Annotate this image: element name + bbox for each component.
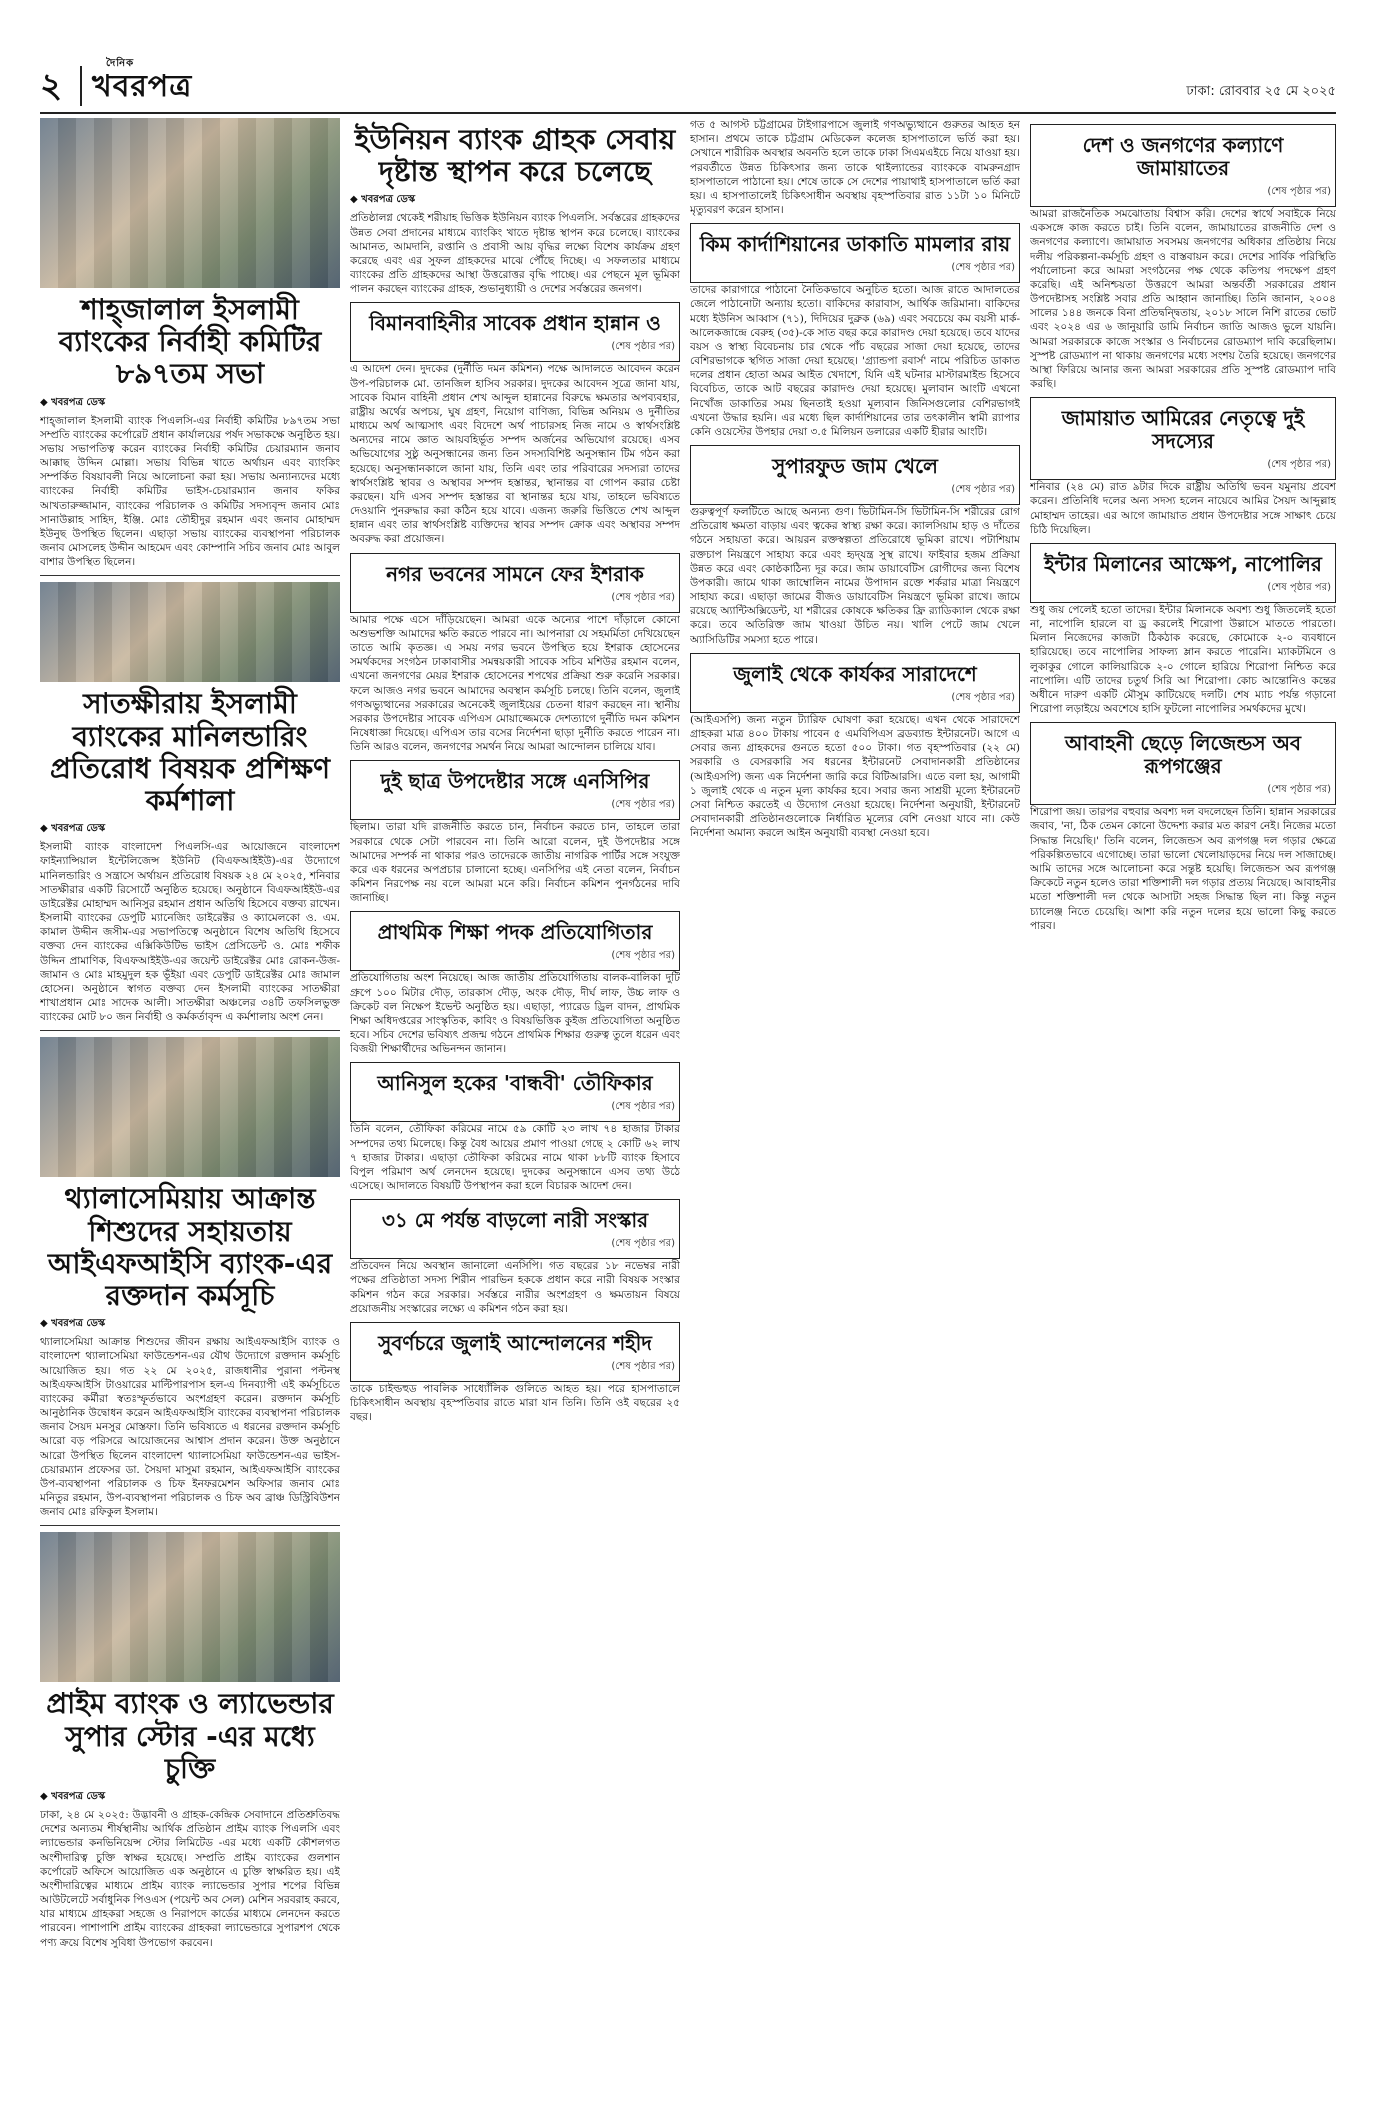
- issue-date: ঢাকা: রোববার ২৫ মে ২০২৫: [1186, 84, 1336, 99]
- desk-credit: ◆ খবরপত্র ডেস্ক: [350, 194, 416, 206]
- headline: প্রাথমিক শিক্ষা পদক প্রতিযোগিতার: [377, 920, 653, 945]
- column-3: [690, 118, 1020, 2095]
- column-4: [1030, 118, 1336, 2095]
- article-body: ইসলামী ব্যাংক বাংলাদেশ পিএলসি-এর আয়োজনে বাংলাদেশ ফাইন্যান্সিয়াল ইন্টেলিজেন্স ইউনিট (বিএফআইইউ)-এর উদ্যোগে মানিলন্ডারিং ও সন্ত্রাসে অর্থায়ন প্রতিরোধ বিষয়ক ২৪ মে ২০২৫, শনিবার সাতক্ষীরার একটি রিসোর্টে অনুষ্ঠিত হয়েছে। অনুষ্ঠানে বিএফআইইউ-এর ডাইরেক্টর মোহাম্মদ আনিসুর রহমান প্রধান অতিথি হিসেবে বক্তব্য রাখেন। ইসলামী ব্যাংকের ডেপুটি ম্যানেজিং ডাইরেক্টর ও ক্যামেলকো ও. এম. কামাল উদ্দীন জসীম-এর সভাপতিত্বে অনুষ্ঠানে বিশেষ অতিথি হিসেবে বক্তব্য দেন ব্যাংকের এক্সিকিউটিভ ভাইস প্রেসিডেন্ট ও. মোঃ শফীক উদ্দিন প্রামাণিক, বিএফআইইউ-এর জয়েন্ট ডাইরেক্টর মোঃ রোকন-উজ-জামান ও মোঃ মাহমুদুল হক ভূঁইয়া এবং ডেপুটি ডাইরেক্টর মোঃ জামাল হোসেন। অনুষ্ঠানে স্বাগত বক্তব্য দেন ইসলামী ব্যাংকের সাতক্ষীরা শাখাপ্রধান মোঃ সাদেক আলী। সাতক্ষীরা অঞ্চলের ৩৪টি তফসিলভুক্ত ব্যাংকের মোট ৮০ জন নির্বাহী ও কর্মকর্তাবৃন্দ এ কর্মশালায় অংশ নেন।: [40, 841, 340, 1024]
- continuation-note: (শেষ পৃষ্ঠার পর): [951, 691, 1015, 703]
- meeting-photo: [40, 118, 340, 288]
- article-body: গত ৫ আগস্ট চট্টগ্রামের টাইগারপাসে জুলাই গণঅভ্যুত্থানে গুরুতর আহত হন হাসান। প্রথমে তাকে চট্টগ্রাম মেডিকেল কলেজ হাসপাতালে ভর্তি করা হয়। সেখানে শারীরিক অবস্থার অবনতি হলে তাকে ঢাকা সিএমএইচে নিয়ে যাওয়া হয়। পরবর্তীতে উন্নত চিকিৎসার জন্য তাকে থাইল্যান্ডের ব্যাংককে বামরুনগ্রাদ হাসপাতালে পাঠানো হয়। শেষে তাকে সে দেশের পায়াথাই হাসপাতালে ভর্তি করা হয়। এ হাসপাতালেই চিকিৎসাধীন অবস্থায় বৃহস্পতিবার রাত ১১টা ১০ মিনিটে মৃত্যুবরণ করেন হাসান।: [690, 119, 1020, 217]
- article-body: গুরুত্বপূর্ণ ফলটিতে আছে অন্যন্য গুণ। ভিটামিন-সি ভিটামিন-সি শরীরের রোগ প্রতিরোধ ক্ষমতা বাড়ায় এবং ত্বকের স্বাস্থ্য রক্ষা করে। ক্যালসিয়াম হাড় ও দাঁতের গঠনে সহায়তা করে। আয়রন রক্তস্বল্পতা প্রতিরোধে ভূমিকা রাখে। পটাশিয়াম রক্তচাপ নিয়ন্ত্রণে সাহায্য করে এবং হৃদ্‌যন্ত্র সুস্থ রাখে। ফাইবার হজম প্রক্রিয়া উন্নত করে এবং কোষ্ঠকাঠিন্য দূর করে। জাম ডায়াবেটিস রোগীদের জন্য বিশেষ উপকারী। জামে থাকা জাম্বোলিন নামের উপাদান রক্তে শর্করার মাত্রা নিয়ন্ত্রণে সাহায্য করে। এছাড়া জামের বীজও ডায়াবেটিস নিয়ন্ত্রণে ভূমিকা রাখে। জামে রয়েছে অ্যান্টিঅক্সিডেন্ট, যা শরীরের কোষকে ক্ষতিকর ফ্রি র‍্যাডিক্যাল থেকে রক্ষা করে। তবে অতিরিক্ত জাম খাওয়া উচিত নয়। খালি পেটে জাম খেলে অ্যাসিডিটির সমস্যা হতে পারে।: [690, 506, 1020, 646]
- article-body: তাদের কারাগারে পাঠানো নৈতিকভাবে অনুচিত হতো। আজ রাতে আদালতের জেলে পাঠানোটা অন্যায় হতো। বাকিদের কারাবাস, আর্থিক জরিমানা। বাকিদের মধ্যে ইউনিস আব্বাস (৭১), দিদিয়ের দুব্রুক (৬৯) এবং সবচেয়ে কম বয়সী মার্ক-আলেকজান্দ্রে বেরুহ (৩৫)-কে সাত বছর করে কারাদণ্ড দেয়া হয়েছে। তবে যাদের বয়স ও স্বাস্থ্য বিবেচনায় চার থেকে পাঁচ বছরের সাজা দেয়া হয়েছে, তাদের বেশিরভাগকে স্থগিত সাজা দেয়া হয়েছে। 'গ্র্যান্ডপা রবার্স' নামে পরিচিত ডাকাত দলের প্রধান হোতা অমর আইত খেদাশে, যিনি এই ঘটনার মাস্টারমাইন্ড হিসেবে বিবেচিত, তাকে আট বছরের কারাদণ্ড দেয়া হয়েছে। মুলাবান আংটি এখনো নিখোঁজ ডাকাতির সময় ছিনতাই হওয়া মূল্যবান জিনিসগুলোর বেশিরভাগই এখনো উদ্ধার হয়নি। এর মধ্যে ছিল কার্দাশিয়ানের তার তৎকালীন স্বামী র‍্যাপার কেনি ওয়েস্টের উপহার দেয়া ৩.৫ মিলিয়ন ডলারের একটি হীরার আংটি।: [690, 284, 1020, 438]
- article-body: শাহ্‌জালাল ইসলামী ব্যাংক পিএলসি-এর নির্বাহী কমিটির ৮৯৭তম সভা সম্প্রতি ব্যাংকের কর্পোরেট প্রধান কার্যালয়ের পর্ষদ সভাকক্ষে অনুষ্ঠিত হয়। সভায় সভাপতিত্ব করেন ব্যাংকের নির্বাহী কমিটির চেয়ারম্যান জনাব আক্কাছ উদ্দিন মোল্লা। সভায় বিভিন্ন খাতে অর্থায়ন এবং ব্যাংকিং সম্পর্কিত বিষয়াবলী নিয়ে আলোচনা করা হয়। সভায় অন্যান্যদের মধ্যে ব্যাংকের নির্বাহী কমিটির ভাইস-চেয়ারম্যান জনাব ফকির আখতারুজ্জামান, ব্যাংকের পরিচালক ও কমিটির সদস্যবৃন্দ জনাব মোঃ সানাউল্লাহ সাহিদ, ইঞ্জি. মোঃ তৌহীদুর রহমান এবং জনাব মোহাম্মদ ইউনুছ উপস্থিত ছিলেন। এছাড়া সভায় ব্যাংকের ব্যবস্থাপনা পরিচালক জনাব মোসলেহ উদ্দীন আহমেদ এবং কোম্পানি সচিব জনাব মোঃ আবুল বাশার উপস্থিত ছিলেন।: [40, 414, 340, 569]
- masthead: [40, 60, 1336, 114]
- headline: আনিসুল হকের 'বান্ধবী' তৌফিকার: [377, 1071, 653, 1096]
- headline: দেশ ও জনগণের কল্যাণে জামায়াতের: [1082, 133, 1284, 180]
- desk-credit: ◆ খবরপত্র ডেস্ক: [40, 823, 106, 835]
- article-body: এ আদেশ দেন। দুদকের (দুর্নীতি দমন কমিশন) পক্ষে আদালতে আবেদন করেন উপ-পরিচালক মো. তানজিল হাসিব সরকার। দুদকের আবেদন সূত্রে জানা যায়, সাবেক বিমান বাহিনী প্রধান শেখ আব্দুল হান্নানের বিরুদ্ধে ক্ষমতার অপব্যবহার, রাষ্ট্রীয় অর্থের অপচয়, ঘুষ গ্রহণ, নিয়োগ বাণিজ্য, বিভিন্ন অনিয়ম ও দুর্নীতির মাধ্যমে অর্থ আত্মসাৎ এবং বিদেশে অর্থ পাচারসহ নিজ নামে ও স্বার্থসংশ্লিষ্ট অন্যদের নামে জ্ঞাত আয়বহির্ভূত সম্পদ অর্জনের অভিযোগ রয়েছে। এসব অভিযোগের সুষ্ঠু অনুসন্ধানের জন্য তিন সদস্যবিশিষ্ট অনুসন্ধান টিম গঠন করা হয়েছে। অনুসন্ধানকালে জানা যায়, তিনি এবং তার পরিবারের সদস্যরা তাদের স্বার্থসংশ্লিষ্ট স্থাবর ও অস্থাবর সম্পদ হস্তান্তর, স্থানান্তর বা গোপন করার চেষ্টা করছেন। যদি এসব সম্পদ হস্তান্তর বা স্থানান্তর হয়ে যায়, তাহলে ভবিষ্যতে দেওয়ানি পুনরুদ্ধার করা কঠিন হয়ে যাবে। এজন্য জরুরি ভিত্তিতে শেখ আব্দুল হান্নান এবং তার স্বার্থসংশ্লিষ্ট ব্যক্তিদের স্থাবর সম্পদ ক্রোক এবং অস্থাবর সম্পদ অবরুদ্ধ করা প্রয়োজন।: [350, 363, 680, 546]
- headline: সাতক্ষীরায় ইসলামী ব্যাংকের মানিলন্ডারিং প্রতিরোধ বিষয়ক প্রশিক্ষণ কর্মশালা: [49, 687, 331, 818]
- headline: দুই ছাত্র উপদেষ্টার সঙ্গে এনসিপির: [380, 769, 650, 794]
- article-body: তিনি বলেন, তৌফিকা করিমের নামে ৫৯ কোটি ২৩ লাখ ৭৪ হাজার টাকার সম্পদের তথ্য মিলেছে। কিন্তু বৈধ আয়ের প্রমাণ পাওয়া গেছে ২ কোটি ৬২ লাখ ৭ হাজার টাকার। এছাড়া তৌফিকা করিমের নামে থাকা ৮৮টি ব্যাংক হিসাবে বিপুল পরিমাণ অর্থ লেনদেন হয়েছে। দুদকের অনুসন্ধানে এসব তথ্য উঠে এসেছে। আদালতে বিষয়টি উপস্থাপন করা হলে বিচারক আদেশ দেন।: [350, 1123, 680, 1193]
- headline: বিমানবাহিনীর সাবেক প্রধান হান্নান ও: [369, 311, 661, 336]
- logo-prefix: দৈনিক: [106, 58, 135, 69]
- headline: নগর ভবনের সামনে ফের ইশরাক: [386, 561, 644, 586]
- continuation-note: (শেষ পৃষ্ঠার পর): [1267, 784, 1331, 796]
- headline: ৩১ মে পর্যন্ত বাড়লো নারী সংস্কার: [381, 1208, 649, 1233]
- blood-donation-photo: [40, 1037, 340, 1177]
- masthead-divider: [80, 66, 82, 106]
- article-body: প্রতিযোগিতায় অংশ নিয়েছে। আজ জাতীয় প্রতিযোগিতায় বালক-বালিকা দুটি গ্রুপে ১০০ মিটার দৌড়, তারকাস দৌড়, অংক দৌড়, দীর্ঘ লাফ, উচ্চ লাফ ও ক্রিকেট বল নিক্ষেপ ইভেন্ট অনুষ্ঠিত হয়। এছাড়া, প্যারেড ড্রিল বাদন, প্রাথমিক শিক্ষা অধিদপ্তরের সাংস্কৃতিক, কাবিং ও বিষয়ভিত্তিক কুইজ প্রতিযোগিতা অনুষ্ঠিত হবে। সচিব দেশের ভবিষ্যৎ প্রজন্ম গঠনে প্রাথমিক শিক্ষার গুরুত্ব তুলে ধরেন এবং বিজয়ী শিক্ষার্থীদের অভিনন্দন জানান।: [350, 972, 680, 1056]
- headline: ইউনিয়ন ব্যাংক গ্রাহক সেবায় দৃষ্টান্ত স্থাপন করে চলেছে: [354, 123, 676, 189]
- article-body: শনিবার (২৪ মে) রাত ৯টার দিকে রাষ্ট্রীয় অতিথি ভবন যমুনায় প্রবেশ করেন। প্রতিনিধি দলের অন্য সদস্য হলেন নায়েবে আমির সৈয়দ আব্দুল্লাহ মোহাম্মদ তাহের। এর আগে জামায়াত প্রধান উপদেষ্টার সঙ্গে সাক্ষাৎ চেয়ে চিঠি দিয়েছিল।: [1030, 481, 1336, 536]
- article-body: শুধু জয় পেলেই হতো তাদের। ইন্টার মিলানকে অবশ্য শুধু জিতলেই হতো না, নাপোলি হারলে বা ড্র করলেই শিরোপা উল্লাসে মাততে পারতো। মিলান নিজেদের কাজটা ঠিকঠাক করেছে, কোমোকে ২-০ ব্যবধানে হারিয়েছে। তবে নাপোলির সাফল্য ম্লান করতে পারেনি। ম্যাকটমিনে ও লুকাকুর গোলে কালিয়ারিকে ২-০ গোলে হারিয়ে শিরোপা নিশ্চিত করে নাপোলি। এটি তাদের চতুর্থ সিরি আ শিরোপা। কোচ আন্তোনিও কন্তের অধীনে দারুণ একটি মৌসুম কাটিয়েছে দলটি। শেষ ম্যাচ পর্যন্ত গড়ানো শিরোপা লড়াইয়ে অবশেষে হাসি ফুটলো নাপোলির সমর্থকদের মুখে।: [1030, 603, 1336, 716]
- desk-credit: ◆ খবরপত্র ডেস্ক: [40, 1790, 106, 1802]
- divider: [40, 1525, 340, 1526]
- continuation-note: (শেষ পৃষ্ঠার পর): [611, 1360, 675, 1372]
- headline: জুলাই থেকে কার্যকর সারাদেশে: [733, 661, 977, 686]
- article-body: (আইএসপি) জন্য নতুন ট্যারিফ ঘোষণা করা হয়েছে। এখন থেকে সারাদেশে গ্রাহকরা মাত্র ৪০০ টাকায় পাবেন ৫ এমবিপিএস ব্রডব্যান্ড ইন্টারনেট। আগে এ সেবার জন্য গ্রাহকদের গুনতে হতো ৫০০ টাকা। গত বৃহস্পতিবার (২২ মে) সরকারি ও বেসরকারি সব ধরনের ইন্টারনেট সেবাদানকারী প্রতিষ্ঠানের (আইএসপি) জন্য এক নির্দেশনা জারি করে বিটিআরসি। এতে বলা হয়, আগামী ১ জুলাই থেকে এ নতুন মূল্য কার্যকর হবে। সবার জন্য সাশ্রয়ী মূল্যে ইন্টারনেট সেবা নিশ্চিত করতেই এ উদ্যোগ নেওয়া হয়েছে। নির্দেশনা অনুযায়ী, ইন্টারনেট সেবাদানকারী প্রতিষ্ঠানগুলোকে নির্ধারিত মূল্যের বেশি নেওয়া যাবে না। কেউ নির্দেশনা অমান্য করলে আইন অনুযায়ী ব্যবস্থা নেওয়া হবে।: [690, 713, 1020, 840]
- desk-credit: ◆ খবরপত্র ডেস্ক: [40, 1318, 106, 1330]
- divider: [40, 575, 340, 576]
- article-body: প্রতিবেদন নিয়ে অবস্থান জানালো এনসিপি। গত বছরের ১৮ নভেম্বর নারী পক্ষের প্রতিষ্ঠাতা সদস্য শিরীন পারভিন হককে প্রধান করে নারী বিষয়ক সংস্কার কমিশন গঠন করে সরকার। সর্বস্তরে নারীর অংশগ্রহণ ও ক্ষমতায়ন বিষয়ে প্রয়োজনীয় সংস্কারের লক্ষ্যে এ কমিশন গঠন করা হয়।: [350, 1260, 680, 1315]
- article-body: থ্যালাসেমিয়া আক্রান্ত শিশুদের জীবন রক্ষায় আইএফআইসি ব্যাংক ও বাংলাদেশ থ্যালাসেমিয়া ফাউন্ডেশন-এর যৌথ উদ্যোগে রক্তদান কর্মসূচি আয়োজিত হয়। গত ২২ মে ২০২৫, রাজধানীর পুরানা পল্টনস্থ আইএফআইসি টাওয়ারের মাল্টিপারপাস হল-এ দিনব্যাপী এই কর্মসূচিতে ব্যাংকের কর্মীরা স্বতঃস্ফূর্তভাবে অংশগ্রহণ করেন। রক্তদান কর্মসূচি আনুষ্ঠানিক উদ্বোধন করেন আইএফআইসি ব্যাংকের ব্যবস্থাপনা পরিচালক জনাব সৈয়দ মনসুর মোস্তফা। তিনি ভবিষ্যতে এ ধরনের রক্তদান কর্মসূচি আরো বড় পরিসরে আয়োজনের আশ্বাস প্রদান করেন। উক্ত অনুষ্ঠানে আরো উপস্থিত ছিলেন বাংলাদেশ থ্যালাসেমিয়া ফাউন্ডেশন-এর ভাইস-চেয়ারম্যান প্রফেসর ডা. সৈয়দা মাসুমা রহমান, আইএফআইসি ব্যাংকের উপ-ব্যবস্থাপনা পরিচালক ও চিফ ইনফরমেশন অফিসার জনাব মোঃ মনিতুর রহমান, উপ-ব্যবস্থাপনা পরিচালক ও চিফ অব ব্রাঞ্চ ডিস্ট্রিবিউশন জনাব মোঃ রফিকুল ইসলাম।: [40, 1336, 340, 1519]
- workshop-photo: [40, 582, 340, 682]
- article-body: ছিলাম। তারা যদি রাজনীতি করতে চান, নির্বাচন করতে চান, তাহলে তারা সরকারে থেকে সেটা পারবেন না। তিনি আরো বলেন, দুই উপদেষ্টার সঙ্গে আমাদের সম্পর্ক না থাকার পরও তাদেরকে জাতীয় নাগরিক পার্টির সঙ্গে সংযুক্ত করে এক ধরনের অপপ্রচার চালানো হচ্ছে। এনসিপির এই নেতা বলেন, নির্বাচন কমিশন নিরপেক্ষ নয় বলে আমরা মনে করি। নির্বাচন কমিশন পুনর্গঠনের দাবি জানাচ্ছি।: [350, 821, 680, 905]
- headline: শাহ্‌জালাল ইসলামী ব্যাংকের নির্বাহী কমিটির ৮৯৭তম সভা: [58, 293, 322, 391]
- continuation-note: (শেষ পৃষ্ঠার পর): [951, 484, 1015, 496]
- continuation-note: (শেষ পৃষ্ঠার পর): [1267, 186, 1331, 197]
- newspaper-logo: [92, 58, 193, 113]
- desk-credit: ◆ খবরপত্র ডেস্ক: [40, 396, 106, 408]
- continuation-note: (শেষ পৃষ্ঠার পর): [1267, 459, 1331, 471]
- article-body: শিরোপা জয়। তারপর বহুবার অবশ্য দল বদলেছেন তিনি। হান্নান সরকারের জবাব, 'না, ঠিক তেমন কোনো উদ্দেশ্য করার মত কারণ নেই। নিজের মতো সিদ্ধান্ত নিয়েছি।' তিনি বলেন, লিজেন্ডস অব রূপগঞ্জ দল গড়ার ক্ষেত্রে পরিকল্পিতভাবে এগোচ্ছে। তারা ভালো খেলোয়াড়দের নিয়ে দল সাজাচ্ছে। আমি তাদের সঙ্গে আলোচনা করে সন্তুষ্ট হয়েছি। লিজেন্ডস অব রূপগঞ্জ ক্রিকেটে নতুন হলেও তারা শক্তিশালী দল গড়ার প্রত্যয় নিয়েছে। আবাহনীর মতো শক্তিশালী দল থেকে আসাটা সহজ সিদ্ধান্ত ছিল না। কিন্তু নতুন চ্যালেঞ্জ নিতে চেয়েছি। আশা করি নতুন দলের হয়ে ভালো কিছু করতে পারব।: [1030, 806, 1336, 932]
- divider: [40, 1030, 340, 1031]
- headline: জামায়াত আমিরের নেতৃত্বে দুই সদস্যের: [1061, 406, 1305, 454]
- headline: সুবর্ণচরে জুলাই আন্দোলনের শহীদ: [378, 1330, 652, 1355]
- continuation-note: (শেষ পৃষ্ঠার পর): [1267, 581, 1331, 593]
- headline: ইন্টার মিলানের আক্ষেপ, নাপোলির: [1044, 551, 1322, 576]
- headline: থ্যালাসেমিয়ায় আক্রান্ত শিশুদের সহায়তায় আইএফআইসি ব্যাংক-এর রক্তদান কর্মসূচি: [47, 1182, 333, 1312]
- continuation-note: (শেষ পৃষ্ঠার পর): [611, 799, 675, 811]
- article-body: প্রতিষ্ঠালগ্ন থেকেই শরীয়াহ ভিত্তিক ইউনিয়ন ব্যাংক পিএলসি. সর্বস্তরের গ্রাহকদের উন্নত সেবা প্রদানের মাধ্যমে ব্যাংকিং খাতে দৃষ্টান্ত স্থাপন করে চলেছে। ব্যাংকের আমানত, আমদানি, রপ্তানি ও প্রবাসী আয় বৃদ্ধির লক্ষ্যে বিশেষ কার্যক্রম গ্রহণ করেছে এবং এর সুফল গ্রাহকদের মাঝে পৌঁছে দিচ্ছে। এ সফলতার মাধ্যমে ব্যাংকের প্রতি গ্রাহকদের আস্থা উত্তরোত্তর বৃদ্ধি পাচ্ছে। এর পেছনে মূল ভূমিকা পালন করছেন ব্যাংকের গ্রাহক, শুভানুধ্যায়ী ও দেশের সর্বস্তরের জনগণ।: [350, 212, 680, 296]
- continuation-note: (শেষ পৃষ্ঠার পর): [611, 341, 675, 353]
- column-2: [350, 118, 680, 2095]
- continuation-note: (শেষ পৃষ্ঠার পর): [611, 950, 675, 962]
- continuation-note: (শেষ পৃষ্ঠার পর): [611, 591, 675, 603]
- continuation-note: (শেষ পৃষ্ঠার পর): [611, 1238, 675, 1250]
- headline: কিম কার্দাশিয়ানের ডাকাতি মামলার রায়: [699, 232, 1011, 257]
- headline: সুপারফুড জাম খেলে: [772, 454, 938, 479]
- continuation-note: (শেষ পৃষ্ঠার পর): [611, 1101, 675, 1113]
- agreement-photo: [40, 1532, 340, 1682]
- article-body: আমরা রাজনৈতিক সমঝোতায় বিশ্বাস করি। দেশের স্বার্থে সবাইকে নিয়ে একসঙ্গে কাজ করতে চাই। তিনি বলেন, জামায়াতের রাজনীতি দেশ ও জনগণের কল্যাণে। জামায়াত সবসময় জনগণের অধিকার প্রতিষ্ঠায় নিয়ে দলীয় পরিকল্পনা-কর্মসূচি গ্রহণ ও বাস্তবায়ন করে। দেশের সার্বিক পরিস্থিতি পর্যালোচনা করে আমরা সংগঠনের পক্ষ থেকে কতিপয় পদক্ষেপ গ্রহণ করেছি। এই অনিশ্চয়তা উত্তরণে আমরা অন্তর্বর্তী সরকারের প্রধান উপদেষ্টাসহ সংশ্লিষ্ট সবার প্রতি আহ্বান জানাচ্ছি। তিনি জানান, ২০০৪ সালের ১৪৪ জনকে বিনা প্রতিদ্বন্দ্বিতায়, ২০১৮ সালে নিশি রাতের ভোট এবং ২০২৪ এর ৬ জানুয়ারি ডামি নির্বাচন জাতি আজও ভুলে যায়নি। আমরা সরকারকে কাজে সংস্কার ও নির্বাচনের রোডম্যাপ দাবি করেছিলাম। সুস্পষ্ট রোডম্যাপ না থাকায় জনগণের মধ্যে সংশয় তৈরি হয়েছে। জনগণের আস্থা ফিরিয়ে আনার জন্য আমরা সরকারের প্রতি সুস্পষ্ট রোডম্যাপ দাবি করছি।: [1030, 208, 1336, 391]
- article-body: ঢাকা, ২৪ মে ২০২৫: উদ্ভাবনী ও গ্রাহক-কেন্দ্রিক সেবাদানে প্রতিশ্রুতিবদ্ধ দেশের অন্যতম শীর্ষস্থানীয় আর্থিক প্রতিষ্ঠান প্রাইম ব্যাংক পিএলসি এবং ল্যাভেন্ডার কনভিনিয়েন্স স্টোর লিমিটেড -এর মধ্যে একটি কৌশলগত অংশীদারিত্ব চুক্তি স্বাক্ষর হয়েছে। সম্প্রতি প্রাইম ব্যাংকের গুলশান কর্পোরেট অফিসে আয়োজিত এক অনুষ্ঠানে এ চুক্তি স্বাক্ষরিত হয়। এই অংশীদারিত্বের মাধ্যমে প্রাইম ব্যাংক ল্যাভেন্ডার সুপার শপের বিভিন্ন আউটলেটে সর্বাধুনিক পিওএস (পয়েন্ট অব সেল) মেশিন সরবরাহ করবে, যার মাধ্যমে গ্রাহকরা সহজে ও নিরাপদে কার্ডের মাধ্যমে লেনদেন করতে পারবেন। পাশাপাশি প্রাইম ব্যাংকের গ্রাহকরা ল্যাভেন্ডারে সুপারশপ থেকে পণ্য ক্রয়ে বিশেষ সুবিধা উপভোগ করবেন।: [40, 1808, 340, 1949]
- continuation-note: (শেষ পৃষ্ঠার পর): [951, 262, 1015, 274]
- logo-text: খবরপত্র: [92, 69, 193, 104]
- headline: আবাহনী ছেড়ে লিজেন্ডস অব রূপগঞ্জের: [1064, 731, 1302, 779]
- article-body: আমার পক্ষে এসে দাঁড়িয়েছেন। আমরা একে অন্যের পাশে দাঁড়ালে কোনো অশুভশক্তি আমাদের ক্ষতি করতে পারবে না। আপনারা যে সহমর্মিতা দেখিয়েছেন তাতে আমি কৃতজ্ঞ। এ সময় নগর ভবনে উপস্থিত হয়ে ইশরাক হোসেনের সমর্থকদের সংগঠন ঢাকাবাসীর সমন্বয়কারী সাবেক সচিব মশিউর রহমান বলেন, এখনো জনগণের মেয়র ইশরাক হোসেনের শপথের প্রক্রিয়া শুরু করেনি সরকার। ফলে আজও নগর ভবনে আমাদের অবস্থান কর্মসূচি চলছে। তিনি বলেন, জুলাই গণঅভ্যুত্থানের সরকারের অনেকেই জুলাইয়ের চেতনা ধারণ করছেন না। স্থানীয় সরকার উপদেষ্টার সাবেক এপিএস মোয়াজ্জেমকে দেশত্যাগে দুর্নীতি দমন কমিশন নিষেধাজ্ঞা দিয়েছে। এপিএস তার বসের নির্দেশনা ছাড়া দুর্নীতি করতে পারেন না। তিনি আরও বলেন, জনগণের সমর্থন নিয়ে আমরা আন্দোলন চালিয়ে যাব।: [350, 613, 680, 754]
- page-number: ২: [40, 66, 63, 106]
- article-body: তাকে চাইল্ডহুড পাবলিক সাধ্যোঁলিক গুলিতে আহত হয়। পরে হাসপাতালে চিকিৎসাধীন অবস্থায় বৃহস্পতিবার রাতে মারা যান তিনি। তিনি ওই বছরের ২৫ বছর।: [350, 1382, 680, 1424]
- column-1: [40, 118, 340, 2095]
- headline: প্রাইম ব্যাংক ও ল্যাভেন্ডার সুপার স্টোর -এর মধ্যে চুক্তি: [46, 1687, 334, 1785]
